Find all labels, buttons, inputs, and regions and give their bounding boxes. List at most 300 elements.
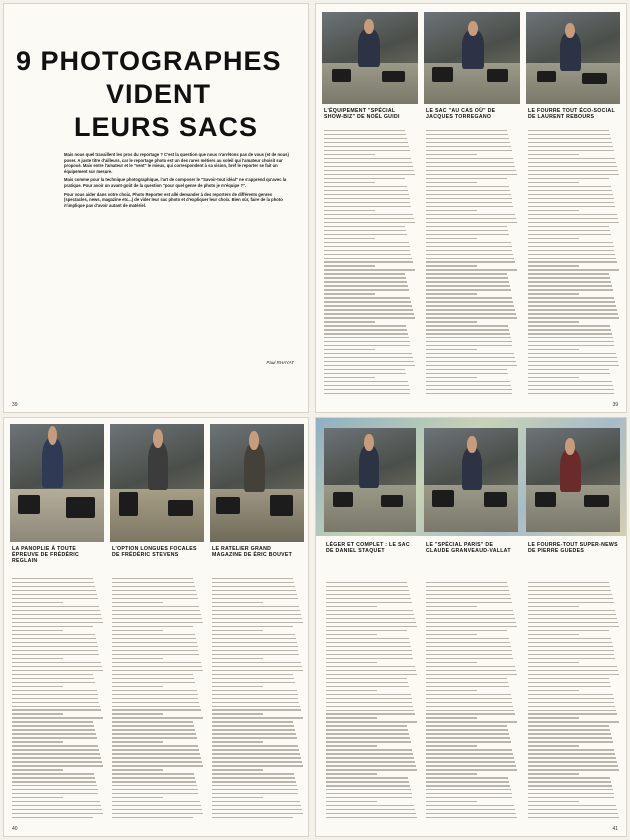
text-line bbox=[426, 729, 508, 730]
text-line bbox=[426, 805, 514, 806]
text-line bbox=[112, 694, 198, 695]
text-line bbox=[212, 805, 301, 806]
text-line bbox=[426, 646, 511, 647]
text-line bbox=[426, 377, 477, 378]
text-line bbox=[528, 686, 611, 687]
text-line bbox=[212, 686, 263, 687]
text-line bbox=[426, 706, 513, 707]
page-number: 39 bbox=[12, 402, 18, 408]
text-line bbox=[528, 162, 616, 163]
text-line bbox=[528, 729, 610, 730]
text-line bbox=[324, 305, 412, 306]
text-line bbox=[528, 190, 612, 191]
text-line bbox=[528, 289, 613, 290]
text-line bbox=[528, 698, 614, 699]
text-line bbox=[324, 134, 406, 135]
text-line bbox=[326, 650, 412, 651]
text-line bbox=[324, 317, 415, 318]
text-line bbox=[528, 166, 617, 167]
text-line bbox=[212, 598, 298, 599]
body-torregano bbox=[426, 130, 518, 400]
text-line bbox=[112, 622, 203, 623]
text-line bbox=[528, 694, 613, 695]
text-line bbox=[528, 381, 612, 382]
text-line bbox=[426, 210, 477, 211]
text-line bbox=[426, 269, 517, 270]
text-line bbox=[112, 682, 195, 683]
text-line bbox=[324, 170, 414, 171]
text-line bbox=[212, 721, 293, 722]
text-line bbox=[324, 261, 413, 262]
text-line bbox=[326, 710, 414, 711]
text-line bbox=[324, 309, 413, 310]
text-line bbox=[326, 638, 409, 639]
text-line bbox=[324, 230, 406, 231]
text-line bbox=[426, 698, 512, 699]
text-line bbox=[326, 781, 409, 782]
text-line bbox=[324, 341, 410, 342]
text-line bbox=[426, 650, 512, 651]
text-line bbox=[12, 634, 95, 635]
text-line bbox=[12, 682, 95, 683]
text-line bbox=[326, 777, 408, 778]
text-line bbox=[12, 654, 99, 655]
text-line bbox=[324, 281, 407, 282]
text-line bbox=[326, 761, 415, 762]
text-line bbox=[212, 654, 299, 655]
text-line bbox=[212, 702, 299, 703]
text-line bbox=[12, 578, 93, 579]
text-line bbox=[212, 713, 263, 714]
text-line bbox=[326, 686, 409, 687]
text-line bbox=[426, 389, 512, 390]
text-line bbox=[326, 725, 407, 726]
text-line bbox=[112, 749, 199, 750]
text-line bbox=[528, 817, 619, 818]
text-line bbox=[212, 793, 298, 794]
text-line bbox=[212, 618, 302, 619]
text-line bbox=[426, 214, 515, 215]
text-line bbox=[326, 690, 377, 691]
text-line bbox=[528, 801, 579, 802]
text-line bbox=[528, 178, 609, 179]
text-line bbox=[324, 178, 405, 179]
text-line bbox=[12, 817, 93, 818]
text-line bbox=[528, 781, 611, 782]
text-line bbox=[326, 594, 410, 595]
page-bottom-left bbox=[4, 418, 308, 836]
text-line bbox=[212, 817, 293, 818]
text-line bbox=[324, 325, 406, 326]
text-line bbox=[212, 606, 299, 607]
text-line bbox=[212, 706, 300, 707]
text-line bbox=[324, 269, 415, 270]
text-line bbox=[426, 638, 509, 639]
text-line bbox=[12, 674, 93, 675]
text-line bbox=[324, 142, 408, 143]
text-line bbox=[528, 154, 579, 155]
text-line bbox=[326, 694, 411, 695]
text-line bbox=[12, 713, 63, 714]
text-line bbox=[528, 142, 612, 143]
text-line bbox=[326, 606, 377, 607]
text-line bbox=[212, 658, 263, 659]
text-line bbox=[112, 773, 194, 774]
text-line bbox=[426, 373, 508, 374]
text-line bbox=[326, 789, 411, 790]
caption-reglain: LA PANOPLIE À TOUTE ÉPREUVE DE FRÉDÉRIC REGLAIN bbox=[12, 546, 80, 564]
text-line bbox=[426, 174, 517, 175]
text-line bbox=[528, 150, 614, 151]
text-line bbox=[324, 150, 410, 151]
text-line bbox=[426, 138, 509, 139]
text-line bbox=[426, 817, 517, 818]
text-line bbox=[528, 733, 611, 734]
text-line bbox=[426, 765, 516, 766]
text-line bbox=[212, 670, 303, 671]
text-line bbox=[112, 594, 197, 595]
text-line bbox=[326, 678, 407, 679]
text-line bbox=[112, 606, 199, 607]
text-line bbox=[112, 690, 197, 691]
text-line bbox=[528, 226, 609, 227]
body-staquet bbox=[326, 582, 418, 822]
text-line bbox=[426, 582, 507, 583]
text-line bbox=[212, 717, 303, 718]
text-line bbox=[426, 242, 511, 243]
text-line bbox=[426, 690, 477, 691]
text-line bbox=[528, 242, 613, 243]
text-line bbox=[528, 674, 619, 675]
text-line bbox=[12, 733, 96, 734]
text-line bbox=[528, 630, 609, 631]
text-line bbox=[324, 393, 410, 394]
text-line bbox=[112, 626, 193, 627]
text-line bbox=[528, 745, 579, 746]
text-line bbox=[112, 813, 203, 814]
text-line bbox=[528, 218, 618, 219]
text-line bbox=[326, 674, 417, 675]
text-line bbox=[212, 650, 298, 651]
text-line bbox=[324, 238, 375, 239]
text-line bbox=[324, 130, 405, 131]
text-line bbox=[12, 666, 102, 667]
text-line bbox=[12, 801, 100, 802]
text-line bbox=[12, 765, 103, 766]
text-line bbox=[112, 582, 194, 583]
text-line bbox=[12, 793, 98, 794]
text-line bbox=[324, 154, 375, 155]
text-line bbox=[12, 586, 95, 587]
text-line bbox=[528, 614, 616, 615]
text-line bbox=[528, 254, 615, 255]
text-line bbox=[212, 769, 263, 770]
photo-guidi bbox=[322, 12, 418, 104]
text-line bbox=[112, 805, 201, 806]
text-line bbox=[112, 706, 200, 707]
text-line bbox=[426, 254, 513, 255]
text-line bbox=[426, 658, 513, 659]
text-line bbox=[426, 662, 477, 663]
text-line bbox=[112, 678, 194, 679]
text-line bbox=[326, 721, 417, 722]
text-line bbox=[426, 317, 517, 318]
text-line bbox=[326, 733, 409, 734]
text-line bbox=[112, 654, 199, 655]
text-line bbox=[12, 753, 100, 754]
text-line bbox=[426, 329, 509, 330]
text-line bbox=[12, 606, 99, 607]
text-line bbox=[426, 682, 508, 683]
text-line bbox=[324, 329, 407, 330]
text-line bbox=[426, 301, 513, 302]
text-line bbox=[212, 698, 298, 699]
text-line bbox=[326, 622, 416, 623]
text-line bbox=[426, 261, 515, 262]
page-number: 39 bbox=[612, 402, 618, 408]
text-line bbox=[326, 670, 416, 671]
text-line bbox=[12, 646, 98, 647]
text-line bbox=[528, 329, 611, 330]
text-line bbox=[426, 737, 510, 738]
text-line bbox=[12, 694, 98, 695]
text-line bbox=[324, 373, 406, 374]
text-line bbox=[12, 797, 63, 798]
text-line bbox=[212, 753, 300, 754]
text-line bbox=[112, 602, 163, 603]
text-line bbox=[426, 202, 512, 203]
text-line bbox=[426, 273, 507, 274]
text-line bbox=[324, 234, 407, 235]
text-line bbox=[326, 805, 414, 806]
text-line bbox=[426, 218, 516, 219]
text-line bbox=[426, 686, 509, 687]
text-line bbox=[426, 781, 509, 782]
text-line bbox=[426, 234, 509, 235]
text-line bbox=[112, 642, 197, 643]
text-line bbox=[112, 618, 202, 619]
body-rebours bbox=[528, 130, 620, 400]
text-line bbox=[528, 662, 579, 663]
text-line bbox=[528, 602, 614, 603]
text-line bbox=[12, 582, 94, 583]
text-line bbox=[528, 642, 612, 643]
body-stevens bbox=[112, 578, 204, 822]
text-line bbox=[426, 713, 515, 714]
text-line bbox=[528, 273, 609, 274]
text-line bbox=[112, 646, 198, 647]
text-line bbox=[326, 773, 377, 774]
text-line bbox=[212, 594, 297, 595]
text-line bbox=[528, 610, 615, 611]
text-line bbox=[326, 785, 410, 786]
caption-guedes: LE FOURRE-TOUT SUPER-NEWS DE PIERRE GUEDES bbox=[528, 542, 618, 554]
text-line bbox=[324, 166, 413, 167]
text-line bbox=[426, 313, 516, 314]
author: Paul RHAYAT bbox=[266, 360, 294, 365]
text-line bbox=[528, 654, 614, 655]
text-line bbox=[426, 206, 513, 207]
text-line bbox=[112, 650, 198, 651]
text-line bbox=[426, 381, 510, 382]
text-line bbox=[326, 741, 411, 742]
text-line bbox=[426, 725, 507, 726]
text-line bbox=[426, 146, 511, 147]
text-line bbox=[324, 357, 413, 358]
text-line bbox=[212, 801, 300, 802]
text-line bbox=[324, 385, 409, 386]
text-line bbox=[324, 258, 412, 259]
text-line bbox=[324, 250, 410, 251]
text-line bbox=[528, 721, 619, 722]
text-line bbox=[112, 674, 193, 675]
text-line bbox=[426, 333, 510, 334]
text-line bbox=[112, 777, 195, 778]
text-line bbox=[324, 190, 408, 191]
text-line bbox=[212, 694, 298, 695]
text-line bbox=[426, 281, 509, 282]
photo-guedes bbox=[526, 428, 620, 532]
text-line bbox=[528, 594, 612, 595]
text-line bbox=[12, 678, 94, 679]
text-line bbox=[112, 725, 194, 726]
text-line bbox=[528, 265, 579, 266]
body-reglain bbox=[12, 578, 104, 822]
text-line bbox=[528, 717, 579, 718]
caption-bouvet: LE RATELIER GRAND MAGAZINE DE ÉRIC BOUVET bbox=[212, 546, 293, 558]
intro-text bbox=[64, 152, 292, 211]
text-line bbox=[212, 678, 294, 679]
text-line bbox=[426, 361, 516, 362]
text-line bbox=[528, 757, 616, 758]
text-line bbox=[426, 622, 516, 623]
headline-line-3: LEURS SACS bbox=[74, 112, 259, 142]
text-line bbox=[528, 182, 579, 183]
text-line bbox=[528, 345, 614, 346]
text-line bbox=[528, 582, 609, 583]
text-line bbox=[528, 349, 579, 350]
page-number: 41 bbox=[612, 826, 618, 832]
text-line bbox=[528, 301, 615, 302]
text-line bbox=[426, 285, 510, 286]
text-line bbox=[528, 638, 611, 639]
text-line bbox=[212, 662, 301, 663]
caption-vallat: LE "SPÉCIAL PARIS" DE CLAUDE GRANVEAUD-VALLAT bbox=[426, 542, 511, 554]
text-line bbox=[528, 353, 616, 354]
page-bottom-right bbox=[316, 418, 626, 836]
text-line bbox=[212, 586, 295, 587]
text-line bbox=[326, 646, 411, 647]
text-line bbox=[112, 753, 200, 754]
text-line bbox=[112, 761, 202, 762]
caption-torregano: LE SAC "AU CAS OÙ" DE JACQUES TORREGANO bbox=[426, 108, 496, 120]
text-line bbox=[324, 194, 409, 195]
text-line bbox=[426, 150, 512, 151]
text-line bbox=[12, 610, 100, 611]
text-line bbox=[528, 333, 612, 334]
text-line bbox=[212, 590, 296, 591]
text-line bbox=[426, 654, 512, 655]
text-line bbox=[112, 717, 203, 718]
text-line bbox=[528, 186, 611, 187]
text-line bbox=[426, 801, 477, 802]
text-line bbox=[426, 769, 517, 770]
text-line bbox=[426, 702, 512, 703]
text-line bbox=[324, 146, 409, 147]
text-line bbox=[326, 662, 377, 663]
text-line bbox=[426, 182, 477, 183]
text-line bbox=[12, 749, 99, 750]
text-line bbox=[324, 389, 410, 390]
text-line bbox=[112, 729, 195, 730]
text-line bbox=[426, 618, 515, 619]
text-line bbox=[426, 745, 477, 746]
text-line bbox=[426, 321, 477, 322]
text-line bbox=[528, 761, 617, 762]
text-line bbox=[112, 614, 201, 615]
text-line bbox=[426, 238, 477, 239]
photo-reglain bbox=[10, 424, 104, 542]
text-line bbox=[426, 325, 508, 326]
text-line bbox=[426, 789, 511, 790]
text-line bbox=[212, 773, 294, 774]
text-line bbox=[12, 809, 102, 810]
body-bouvet bbox=[212, 578, 304, 822]
text-line bbox=[326, 706, 413, 707]
text-line bbox=[324, 210, 375, 211]
text-line bbox=[12, 630, 63, 631]
text-line bbox=[426, 666, 515, 667]
text-line bbox=[12, 690, 97, 691]
text-line bbox=[324, 222, 415, 223]
text-line bbox=[426, 785, 510, 786]
text-line bbox=[426, 365, 517, 366]
text-line bbox=[528, 785, 612, 786]
text-line bbox=[212, 733, 296, 734]
photo-torregano bbox=[424, 12, 520, 104]
text-line bbox=[326, 745, 377, 746]
text-line bbox=[326, 666, 415, 667]
text-line bbox=[528, 586, 610, 587]
text-line bbox=[528, 789, 613, 790]
text-line bbox=[212, 785, 297, 786]
text-line bbox=[528, 317, 619, 318]
text-line bbox=[528, 170, 618, 171]
text-line bbox=[12, 721, 93, 722]
text-line bbox=[212, 638, 296, 639]
text-line bbox=[528, 202, 614, 203]
text-line bbox=[426, 130, 507, 131]
text-line bbox=[12, 602, 63, 603]
text-line bbox=[326, 590, 409, 591]
text-line bbox=[326, 630, 407, 631]
text-line bbox=[112, 686, 163, 687]
text-line bbox=[12, 598, 98, 599]
intro-paragraph-3: Pour vous aider dans votre choix, Photo Reporter est allé demander à des reporters de différents genres (spectacles, news, magazine etc...) de vider leur sac photo et d'expliquer leur choix. Bien sûr, faire de la photo n'implique pas d'avoir autant de matériel. bbox=[64, 191, 283, 208]
caption-stevens: L'OPTION LONGUES FOCALES DE FRÉDÉRIC STEVENS bbox=[112, 546, 197, 558]
text-line bbox=[528, 373, 610, 374]
text-line bbox=[528, 765, 618, 766]
text-line bbox=[112, 658, 163, 659]
text-line bbox=[12, 725, 94, 726]
text-line bbox=[324, 277, 406, 278]
text-line bbox=[212, 781, 296, 782]
text-line bbox=[528, 277, 610, 278]
text-line bbox=[326, 729, 408, 730]
text-line bbox=[528, 377, 579, 378]
text-line bbox=[12, 662, 101, 663]
text-line bbox=[12, 658, 63, 659]
